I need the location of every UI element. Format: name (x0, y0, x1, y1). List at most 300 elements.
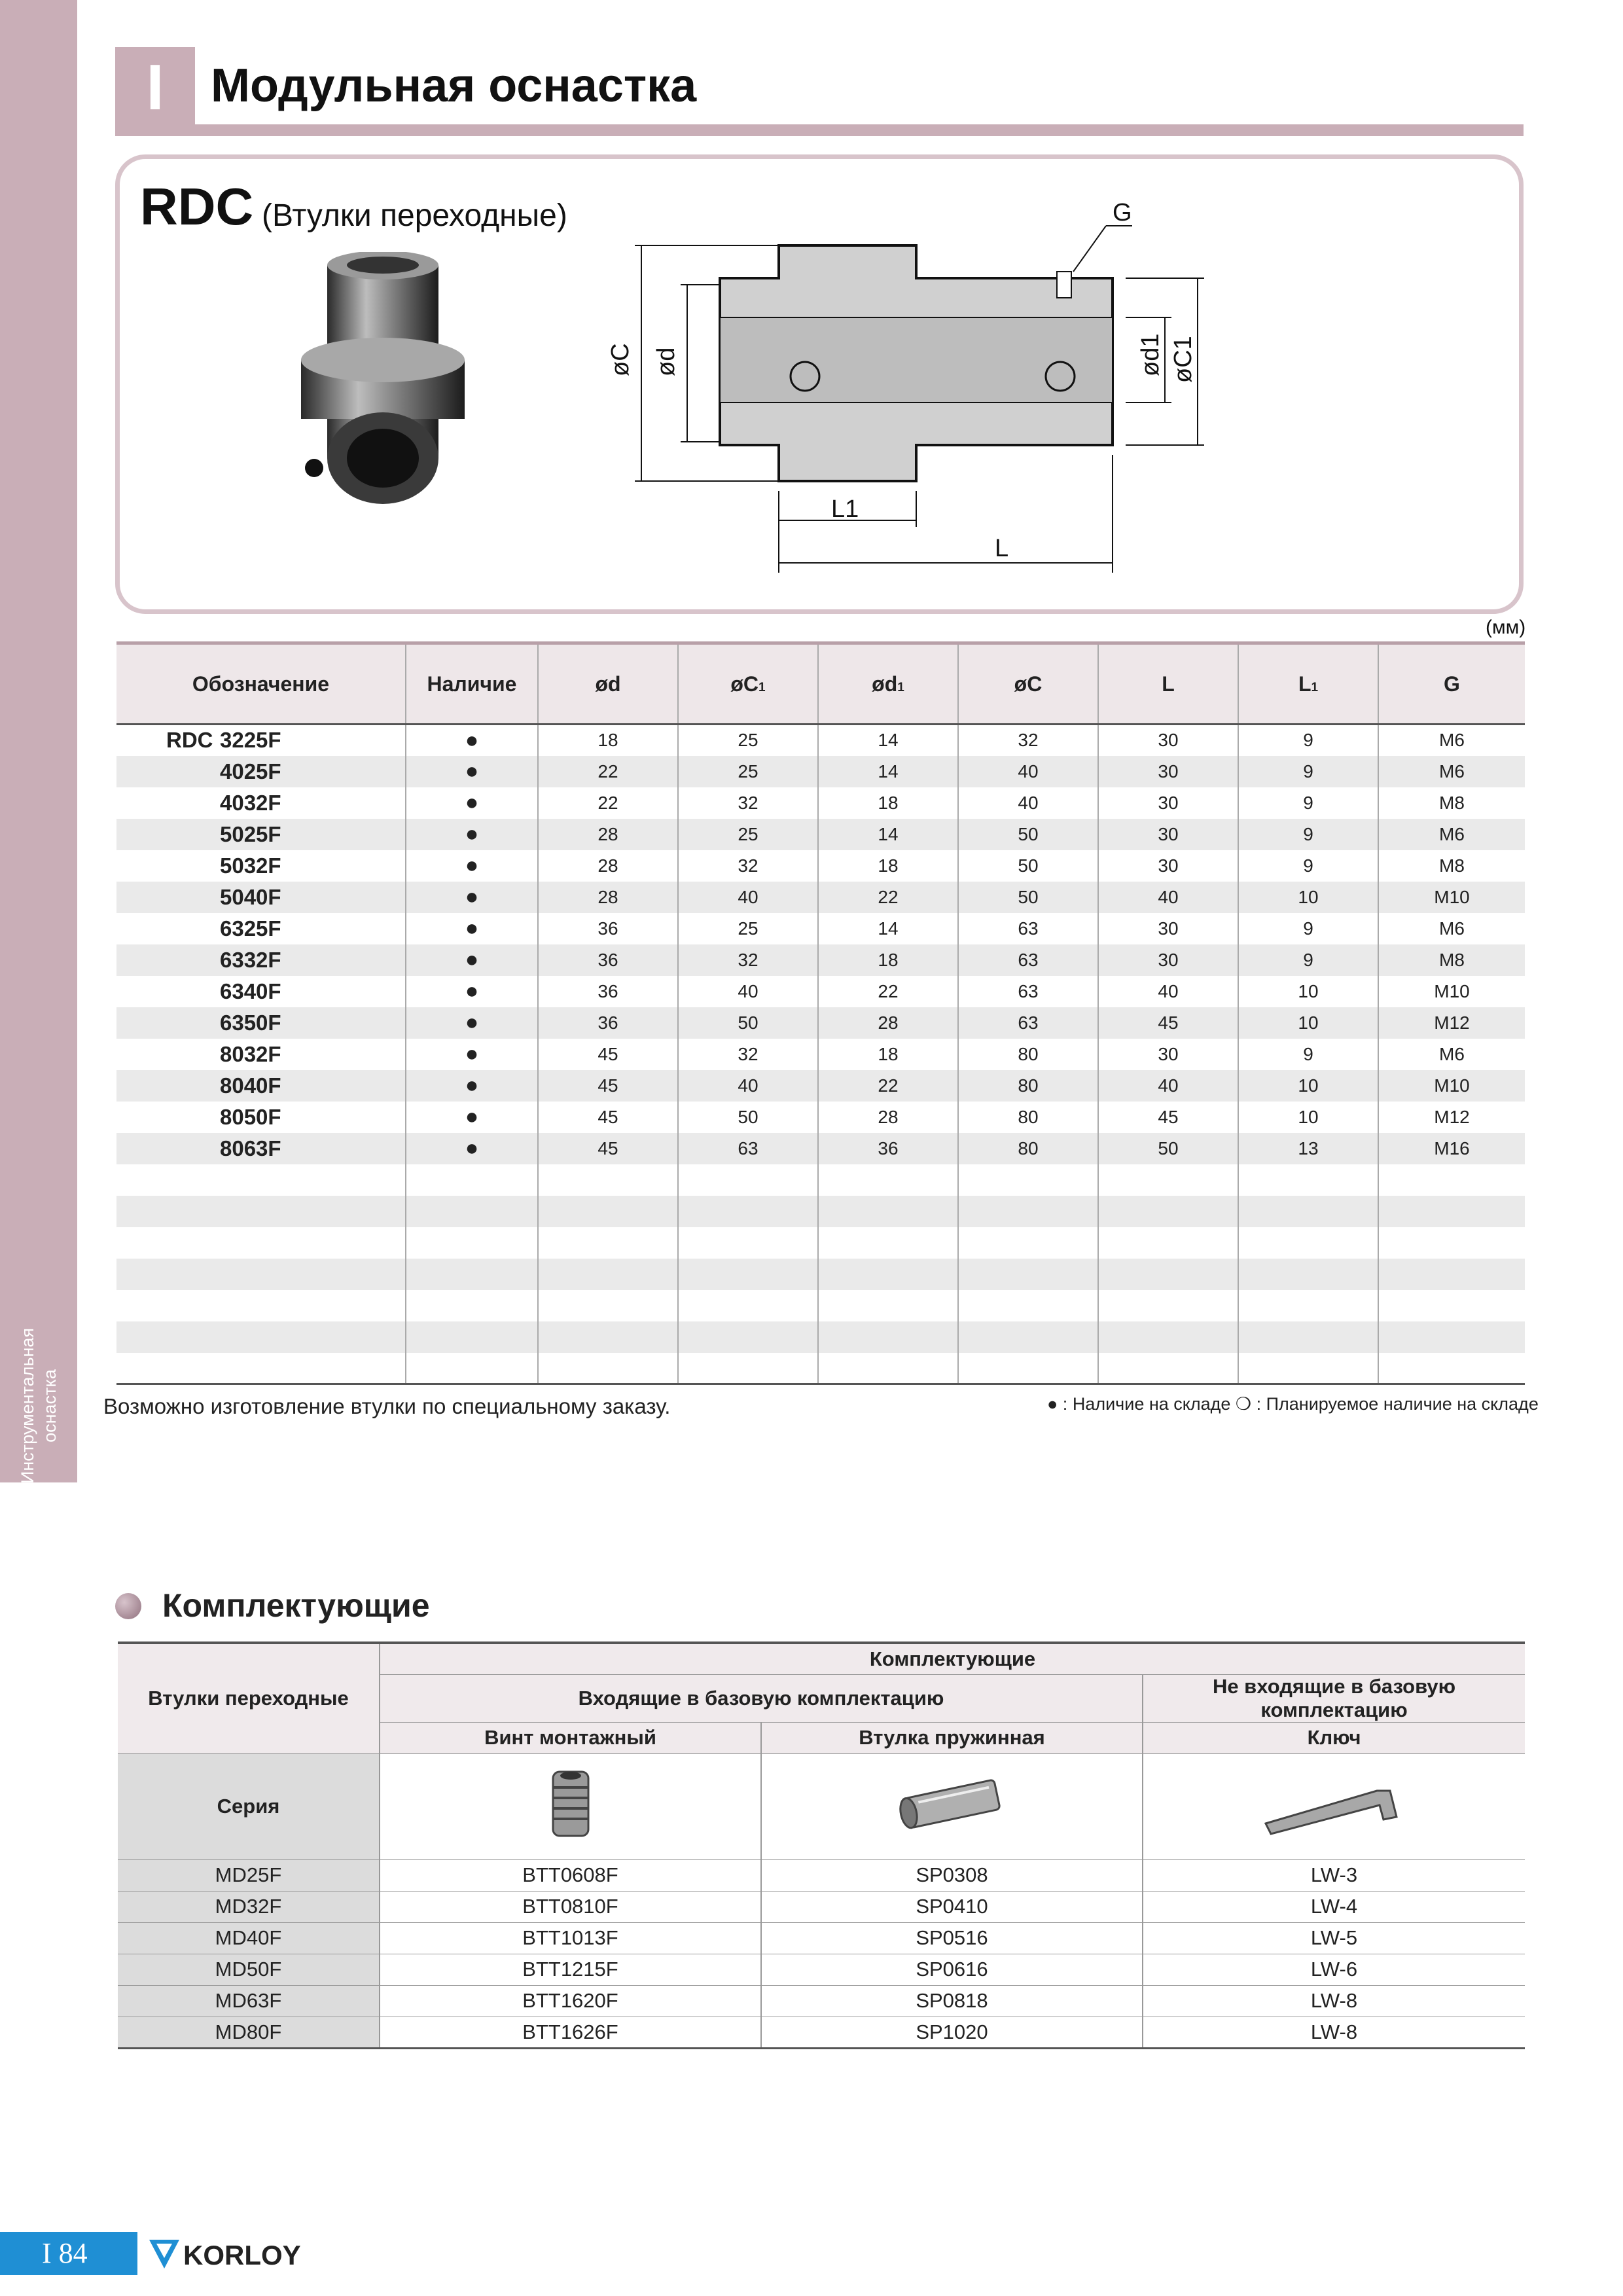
cell-d: 28 (538, 850, 678, 882)
cell-C (958, 1227, 1098, 1259)
cell-G: M8 (1378, 850, 1525, 882)
spec-row (116, 1133, 1525, 1164)
acc-group-excluded: Не входящие в базовую комплектацию (1143, 1674, 1525, 1722)
cell-d: 45 (538, 1133, 678, 1164)
series-prefix: RDC (166, 728, 213, 753)
acc-col-screw: Винт монтажный (380, 1722, 761, 1753)
cell-screw: BTT1626F (380, 2017, 761, 2048)
cell-C1: 25 (678, 819, 818, 850)
cell-screw: BTT1013F (380, 1922, 761, 1954)
cell-series: MD50F (118, 1954, 380, 1985)
screw-image-cell (380, 1753, 761, 1859)
cell-d1: 14 (818, 725, 958, 756)
spec-header-row (116, 643, 1525, 725)
cell-L: 30 (1098, 819, 1238, 850)
product-code: 6340F (220, 978, 281, 1003)
cell-d: 36 (538, 1007, 678, 1039)
spring-image-cell (761, 1753, 1143, 1859)
cell-d1: 18 (818, 944, 958, 976)
cell-d1 (818, 1227, 958, 1259)
cell-d (538, 1353, 678, 1384)
side-strip (0, 0, 77, 1329)
cell-designation (116, 756, 406, 787)
cell-d1 (818, 1196, 958, 1227)
series-label: Серия (118, 1753, 380, 1859)
cell-d1: 22 (818, 1070, 958, 1102)
cell-C: 50 (958, 819, 1098, 850)
cell-C1 (678, 1290, 818, 1321)
cell-L1: 10 (1238, 1070, 1378, 1102)
product-code: 5032F (220, 853, 281, 878)
cell-key: LW-8 (1143, 1985, 1525, 2017)
cell-L1: 9 (1238, 1039, 1378, 1070)
cell-L: 45 (1098, 1007, 1238, 1039)
cell-C: 63 (958, 944, 1098, 976)
acc-col-accessories: Комплектующие (380, 1643, 1525, 1674)
cell-d1: 22 (818, 882, 958, 913)
cell-G: M10 (1378, 976, 1525, 1007)
spec-row (116, 1007, 1525, 1039)
col-L: L (1098, 643, 1238, 725)
cell-availability: ● (406, 1070, 538, 1102)
cell-designation (116, 913, 406, 944)
cell-availability: ● (406, 725, 538, 756)
dim-oC: øC (607, 343, 634, 376)
spec-empty-row (116, 1290, 1525, 1321)
product-code: 8040F (220, 1073, 281, 1098)
cell-d (538, 1321, 678, 1353)
cell-d1: 18 (818, 787, 958, 819)
korloy-logo (145, 2233, 302, 2275)
cell-d1: 14 (818, 819, 958, 850)
col-designation: Обозначение (116, 643, 406, 725)
cell-L (1098, 1164, 1238, 1196)
cell-availability (406, 1164, 538, 1196)
product-code: 6332F (220, 947, 281, 972)
product-code: 3225F (220, 728, 281, 753)
cell-C (958, 1259, 1098, 1290)
product-code: 8063F (220, 1136, 281, 1160)
product-code: RDC (140, 177, 254, 236)
cell-d: 36 (538, 976, 678, 1007)
cell-availability: ● (406, 850, 538, 882)
cell-d1: 14 (818, 913, 958, 944)
cell-C: 63 (958, 976, 1098, 1007)
cell-d: 18 (538, 725, 678, 756)
section-bullet (115, 1593, 141, 1619)
cell-d1 (818, 1321, 958, 1353)
cell-L: 40 (1098, 882, 1238, 913)
cell-d1: 28 (818, 1007, 958, 1039)
cell-availability: ● (406, 756, 538, 787)
cell-availability (406, 1290, 538, 1321)
cell-availability (406, 1353, 538, 1384)
cell-designation (116, 1164, 406, 1196)
cell-spring: SP0616 (761, 1954, 1143, 1985)
cell-C: 40 (958, 756, 1098, 787)
cell-G: M6 (1378, 819, 1525, 850)
col-availability: Наличие (406, 643, 538, 725)
col-C1: øC1 (678, 643, 818, 725)
special-order-note: Возможно изготовление втулки по специальному заказу. (103, 1394, 671, 1418)
cell-L1 (1238, 1321, 1378, 1353)
cell-C1: 40 (678, 1070, 818, 1102)
cell-series: MD32F (118, 1891, 380, 1922)
side-tab (0, 1329, 77, 1482)
cell-designation (116, 1353, 406, 1384)
cell-L1 (1238, 1164, 1378, 1196)
cell-L1: 10 (1238, 882, 1378, 913)
cell-C1: 32 (678, 787, 818, 819)
cell-L: 30 (1098, 944, 1238, 976)
cell-d (538, 1290, 678, 1321)
cell-L1: 9 (1238, 913, 1378, 944)
cell-L1: 10 (1238, 976, 1378, 1007)
cell-series: MD40F (118, 1922, 380, 1954)
cell-d: 28 (538, 882, 678, 913)
product-code: 5040F (220, 884, 281, 909)
product-code: 4032F (220, 790, 281, 815)
spec-row (116, 913, 1525, 944)
dim-od: ød (652, 347, 680, 376)
cell-d1 (818, 1290, 958, 1321)
cell-availability (406, 1196, 538, 1227)
cell-G: M6 (1378, 1039, 1525, 1070)
cell-designation (116, 787, 406, 819)
cell-L1 (1238, 1353, 1378, 1384)
product-subtitle: (Втулки переходные) (262, 198, 567, 233)
cell-d1 (818, 1353, 958, 1384)
screw-icon (548, 1768, 594, 1840)
cell-spring: SP1020 (761, 2017, 1143, 2048)
spec-table (116, 641, 1525, 1385)
cell-C1 (678, 1321, 818, 1353)
cell-C (958, 1164, 1098, 1196)
col-G: G (1378, 643, 1525, 725)
cell-G (1378, 1321, 1525, 1353)
cell-key: LW-6 (1143, 1954, 1525, 1985)
spec-row (116, 944, 1525, 976)
cell-L: 30 (1098, 1039, 1238, 1070)
cell-screw: BTT0608F (380, 1859, 761, 1891)
product-code: 5025F (220, 821, 281, 846)
cell-d (538, 1164, 678, 1196)
cell-C1 (678, 1259, 818, 1290)
cell-L1: 9 (1238, 819, 1378, 850)
acc-row (118, 1859, 1525, 1891)
dim-L: L (995, 535, 1009, 562)
cell-spring: SP0516 (761, 1922, 1143, 1954)
cell-L1: 9 (1238, 944, 1378, 976)
cell-designation (116, 1259, 406, 1290)
cell-L: 30 (1098, 913, 1238, 944)
cell-G: M8 (1378, 944, 1525, 976)
cell-G (1378, 1290, 1525, 1321)
page-title: Модульная оснастка (211, 60, 697, 112)
cell-G: M6 (1378, 756, 1525, 787)
cell-G: M6 (1378, 913, 1525, 944)
cell-availability (406, 1259, 538, 1290)
spec-row (116, 756, 1525, 787)
cell-L (1098, 1353, 1238, 1384)
spec-empty-row (116, 1164, 1525, 1196)
product-code: 6325F (220, 916, 281, 941)
product-code: 6350F (220, 1010, 281, 1035)
cell-designation (116, 882, 406, 913)
cell-C1: 32 (678, 850, 818, 882)
cell-C: 80 (958, 1102, 1098, 1133)
cell-d1: 18 (818, 1039, 958, 1070)
cell-C: 63 (958, 913, 1098, 944)
cell-G: M12 (1378, 1007, 1525, 1039)
cell-availability: ● (406, 944, 538, 976)
col-L1: L1 (1238, 643, 1378, 725)
cell-L1 (1238, 1196, 1378, 1227)
spec-empty-row (116, 1196, 1525, 1227)
hex-key-icon (1259, 1771, 1410, 1837)
cell-C1: 50 (678, 1007, 818, 1039)
spec-row (116, 819, 1525, 850)
spec-row (116, 725, 1525, 756)
acc-row (118, 1922, 1525, 1954)
cell-C: 50 (958, 882, 1098, 913)
cell-designation (116, 1039, 406, 1070)
cell-G (1378, 1353, 1525, 1384)
cell-d1 (818, 1259, 958, 1290)
cell-spring: SP0308 (761, 1859, 1143, 1891)
cell-G: M6 (1378, 725, 1525, 756)
units-label: (мм) (1486, 617, 1526, 638)
cell-availability (406, 1227, 538, 1259)
key-image-cell (1143, 1753, 1525, 1859)
spec-row (116, 976, 1525, 1007)
cell-C1: 50 (678, 1102, 818, 1133)
cell-availability: ● (406, 882, 538, 913)
cell-d (538, 1196, 678, 1227)
cell-availability: ● (406, 1133, 538, 1164)
cell-d1: 18 (818, 850, 958, 882)
cell-series: MD25F (118, 1859, 380, 1891)
cell-G: M12 (1378, 1102, 1525, 1133)
col-d: ød (538, 643, 678, 725)
spec-row (116, 882, 1525, 913)
acc-col-key: Ключ (1143, 1722, 1525, 1753)
accessories-title: Комплектующие (162, 1587, 430, 1624)
cell-L1 (1238, 1259, 1378, 1290)
cell-availability: ● (406, 976, 538, 1007)
cell-C1: 32 (678, 944, 818, 976)
cell-L (1098, 1227, 1238, 1259)
cell-L1: 9 (1238, 850, 1378, 882)
dim-G: G (1113, 199, 1132, 226)
acc-row (118, 1985, 1525, 2017)
cell-d: 45 (538, 1102, 678, 1133)
spec-row (116, 787, 1525, 819)
acc-row (118, 1954, 1525, 1985)
cell-C1: 25 (678, 725, 818, 756)
cell-G: M10 (1378, 882, 1525, 913)
product-photo (281, 252, 504, 527)
cell-L: 50 (1098, 1133, 1238, 1164)
cell-key: LW-8 (1143, 2017, 1525, 2048)
cell-L1: 13 (1238, 1133, 1378, 1164)
cell-C: 80 (958, 1039, 1098, 1070)
page-number: I 84 (0, 2232, 137, 2275)
cell-C: 80 (958, 1133, 1098, 1164)
cell-series: MD63F (118, 1985, 380, 2017)
acc-row (118, 1891, 1525, 1922)
cell-L1: 10 (1238, 1007, 1378, 1039)
cell-L1 (1238, 1227, 1378, 1259)
cell-series: MD80F (118, 2017, 380, 2048)
accessories-table (118, 1641, 1525, 2049)
spec-row (116, 1102, 1525, 1133)
cell-key: LW-4 (1143, 1891, 1525, 1922)
spec-empty-row (116, 1259, 1525, 1290)
cell-C1: 25 (678, 756, 818, 787)
acc-header-row-1 (118, 1643, 1525, 1674)
cell-d1: 36 (818, 1133, 958, 1164)
cell-availability: ● (406, 1102, 538, 1133)
cell-L (1098, 1196, 1238, 1227)
acc-col-spring: Втулка пружинная (761, 1722, 1143, 1753)
cell-d: 22 (538, 787, 678, 819)
col-d1: ød1 (818, 643, 958, 725)
svg-text:KORLOY: KORLOY (183, 2240, 301, 2270)
cell-d (538, 1259, 678, 1290)
dim-oC1: øC1 (1169, 336, 1197, 383)
cell-L (1098, 1321, 1238, 1353)
cell-C1 (678, 1196, 818, 1227)
stock-legend: ● : Наличие на складе ❍ : Планируемое наличие на складе (1047, 1394, 1539, 1414)
cell-d1 (818, 1164, 958, 1196)
cell-d: 28 (538, 819, 678, 850)
cell-availability: ● (406, 787, 538, 819)
cell-C1: 32 (678, 1039, 818, 1070)
cell-L1: 9 (1238, 787, 1378, 819)
cell-designation (116, 1133, 406, 1164)
cell-designation (116, 1196, 406, 1227)
dim-L1: L1 (831, 495, 859, 523)
cell-d: 36 (538, 944, 678, 976)
cell-availability (406, 1321, 538, 1353)
cell-availability: ● (406, 1007, 538, 1039)
cell-G: M10 (1378, 1070, 1525, 1102)
cell-L: 30 (1098, 725, 1238, 756)
spec-empty-row (116, 1227, 1525, 1259)
cell-designation (116, 976, 406, 1007)
cell-L (1098, 1259, 1238, 1290)
acc-image-row (118, 1753, 1525, 1859)
cell-L1 (1238, 1290, 1378, 1321)
cell-designation (116, 819, 406, 850)
cell-designation (116, 944, 406, 976)
cell-C1 (678, 1164, 818, 1196)
cell-designation (116, 850, 406, 882)
cell-L: 45 (1098, 1102, 1238, 1133)
cell-L1: 9 (1238, 725, 1378, 756)
cell-C: 80 (958, 1070, 1098, 1102)
cell-availability: ● (406, 1039, 538, 1070)
cell-L (1098, 1290, 1238, 1321)
cell-d: 22 (538, 756, 678, 787)
cell-C (958, 1321, 1098, 1353)
section-letter: I (115, 47, 195, 127)
cell-G (1378, 1227, 1525, 1259)
cell-C1 (678, 1227, 818, 1259)
cell-screw: BTT0810F (380, 1891, 761, 1922)
cell-designation (116, 1290, 406, 1321)
acc-row (118, 2017, 1525, 2048)
cell-G: M8 (1378, 787, 1525, 819)
cell-availability: ● (406, 819, 538, 850)
cell-d: 45 (538, 1039, 678, 1070)
cell-designation (116, 1070, 406, 1102)
cell-availability: ● (406, 913, 538, 944)
cell-d1: 14 (818, 756, 958, 787)
product-code: 8050F (220, 1104, 281, 1129)
spec-empty-row (116, 1321, 1525, 1353)
spec-row (116, 850, 1525, 882)
cell-C: 63 (958, 1007, 1098, 1039)
cell-C1: 25 (678, 913, 818, 944)
cell-C: 50 (958, 850, 1098, 882)
cell-G (1378, 1259, 1525, 1290)
cell-G (1378, 1196, 1525, 1227)
cell-spring: SP0410 (761, 1891, 1143, 1922)
cell-C1: 40 (678, 882, 818, 913)
dimension-drawing (589, 187, 1283, 573)
cell-L: 40 (1098, 976, 1238, 1007)
cell-L1: 10 (1238, 1102, 1378, 1133)
cell-d: 45 (538, 1070, 678, 1102)
cell-C1 (678, 1353, 818, 1384)
cell-C1: 40 (678, 976, 818, 1007)
cell-C (958, 1290, 1098, 1321)
cell-C (958, 1196, 1098, 1227)
dim-od1: ød1 (1137, 333, 1164, 376)
spring-bushing-icon (893, 1774, 1011, 1833)
cell-designation (116, 1007, 406, 1039)
cell-d: 36 (538, 913, 678, 944)
cell-C1: 63 (678, 1133, 818, 1164)
cell-C (958, 1353, 1098, 1384)
cell-C: 40 (958, 787, 1098, 819)
product-code: 4025F (220, 759, 281, 783)
cell-designation (116, 1227, 406, 1259)
cell-L: 30 (1098, 756, 1238, 787)
cell-G: M16 (1378, 1133, 1525, 1164)
cell-screw: BTT1620F (380, 1985, 761, 2017)
spec-row (116, 1070, 1525, 1102)
cell-d1: 22 (818, 976, 958, 1007)
cell-G (1378, 1164, 1525, 1196)
cell-designation (116, 1321, 406, 1353)
cell-L: 40 (1098, 1070, 1238, 1102)
spec-row (116, 1039, 1525, 1070)
spec-empty-row (116, 1353, 1525, 1384)
cell-C: 32 (958, 725, 1098, 756)
side-tab-label: Инструментальная оснастка (18, 1327, 60, 1484)
cell-L1: 9 (1238, 756, 1378, 787)
cell-spring: SP0818 (761, 1985, 1143, 2017)
cell-screw: BTT1215F (380, 1954, 761, 1985)
cell-key: LW-5 (1143, 1922, 1525, 1954)
cell-designation (116, 1102, 406, 1133)
header-rule (115, 124, 1524, 136)
col-C: øC (958, 643, 1098, 725)
cell-designation (116, 725, 406, 756)
